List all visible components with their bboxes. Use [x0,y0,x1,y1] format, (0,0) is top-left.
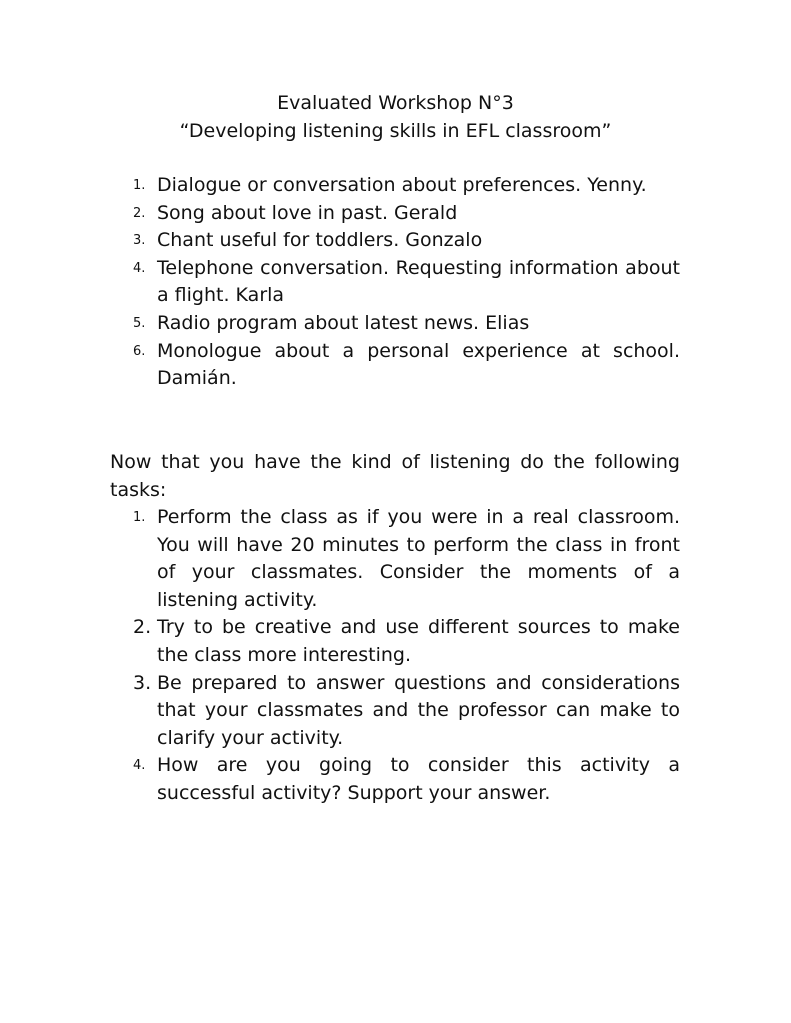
tasks-intro: Now that you have the kind of listening do the following tasks: [110,451,680,501]
list-item-text: Perform the class as if you were in a real classroom. You will have 20 minutes to perform the class in front of your classmates. Consider the moments of a listening activity. [157,506,680,611]
list-item [110,338,680,393]
list-item [110,200,680,228]
assignment-list [110,172,680,393]
list-item-text: Dialogue or conversation about preferences. Yenny. [157,174,647,196]
list-item-text: Song about love in past. Gerald [157,201,458,224]
list-item [110,227,680,255]
list-item-number: 2. [133,616,152,639]
list-item-number: 4. [133,758,146,774]
list-item-number: 1. [133,178,146,193]
list-item-number: 3. [133,233,146,249]
list-item-number: 6. [133,343,146,359]
list-item [110,752,680,807]
list-item [110,172,680,200]
list-item-number: 1. [133,510,146,525]
list-item [110,255,680,310]
list-item [110,504,680,614]
list-item-number: 3. [133,671,152,694]
list-item-number: 2. [133,205,146,221]
document-subtitle: “Developing listening skills in EFL classroom” [179,120,612,142]
list-item-text: Radio program about latest news. Elias [157,311,530,334]
list-item-text: Be prepared to answer questions and considerations that your classmates and the professor can make to clarify your activity. [157,671,680,749]
document-title: Evaluated Workshop N°3 [277,92,514,114]
list-item-text: How are you going to consider this activity a successful activity? Support your answer. [157,754,680,804]
list-item [110,310,680,338]
list-item-number: 5. [133,315,146,331]
list-item-text: Monologue about a personal experience at school. Damián. [157,339,680,390]
list-item-text: Try to be creative and use different sources to make the class more interesting. [157,616,680,666]
list-item [110,670,680,753]
list-item-number: 4. [133,260,146,276]
task-list [110,504,680,808]
list-item-text: Chant useful for toddlers. Gonzalo [157,229,483,252]
list-item-text: Telephone conversation. Requesting information about a flight. Karla [157,256,680,307]
list-item [110,614,680,669]
